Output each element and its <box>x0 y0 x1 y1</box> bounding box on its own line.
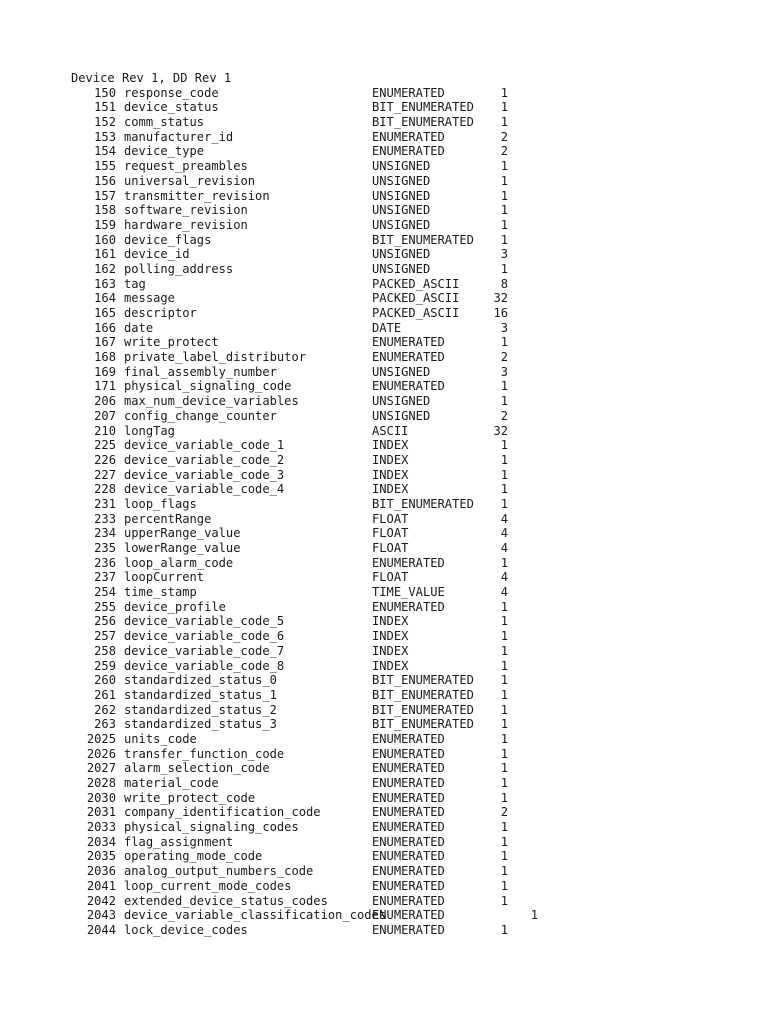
variable-name: transmitter_revision <box>124 188 270 203</box>
variable-name: lock_device_codes <box>124 922 248 937</box>
variable-id: 159 <box>94 217 116 232</box>
variable-row <box>71 570 751 585</box>
variable-id: 226 <box>94 452 116 467</box>
variable-id: 167 <box>94 335 116 350</box>
variable-id: 2030 <box>86 790 116 805</box>
variable-id: 258 <box>94 643 116 658</box>
variable-type: INDEX <box>372 452 409 467</box>
variable-name: physical_signaling_codes <box>124 820 299 835</box>
variable-type: UNSIGNED <box>372 261 431 276</box>
variable-name: device_variable_classification_codes <box>124 908 387 923</box>
variable-row <box>71 761 751 776</box>
variable-id: 168 <box>94 350 116 365</box>
variable-type: INDEX <box>372 482 409 497</box>
variable-row <box>71 350 751 365</box>
variable-name: device_variable_code_1 <box>124 438 285 453</box>
variable-id: 2044 <box>86 922 116 937</box>
variable-name: lowerRange_value <box>124 541 241 555</box>
variable-name: transfer_function_code <box>124 746 285 761</box>
variable-id: 237 <box>94 570 116 585</box>
variable-size: 1 <box>500 776 508 790</box>
variable-row <box>71 262 751 277</box>
variable-id: 233 <box>94 511 116 526</box>
variable-id: 210 <box>94 423 116 438</box>
variable-id: 2035 <box>86 849 116 864</box>
variable-size: 1 <box>500 452 508 467</box>
variable-size: 1 <box>500 335 508 350</box>
variable-id: 2028 <box>86 776 116 790</box>
variable-size: 32 <box>493 423 508 438</box>
variable-id: 261 <box>94 687 116 702</box>
variable-name: date <box>124 320 154 335</box>
variable-size: 1 <box>500 85 508 100</box>
variable-name: message <box>124 291 175 306</box>
variable-row <box>71 424 751 439</box>
variable-row <box>71 438 751 453</box>
variable-row <box>71 747 751 762</box>
variable-size: 2 <box>500 129 508 144</box>
variable-name: device_variable_code_2 <box>124 452 285 467</box>
variable-size: 8 <box>500 276 508 291</box>
variable-size: 2 <box>500 408 508 423</box>
variable-name: flag_assignment <box>124 834 234 849</box>
variable-type: FLOAT <box>372 511 409 526</box>
variable-row <box>71 614 751 629</box>
variable-row <box>71 335 751 350</box>
variable-size: 4 <box>500 526 508 541</box>
variable-row <box>71 908 751 923</box>
variable-size: 1 <box>500 922 508 937</box>
variable-type: ENUMERATED <box>372 834 445 849</box>
variable-type: ENUMERATED <box>372 731 445 746</box>
variable-row <box>71 835 751 850</box>
variable-name: device_profile <box>124 599 226 614</box>
variable-row <box>71 556 751 571</box>
variable-type: BIT_ENUMERATED <box>372 232 474 247</box>
variable-size: 1 <box>500 188 508 203</box>
variable-size: 1 <box>500 614 508 629</box>
variable-type: UNSIGNED <box>372 188 431 203</box>
variable-name: time_stamp <box>124 585 197 600</box>
variable-id: 2041 <box>86 878 116 893</box>
variable-type: ENUMERATED <box>372 144 445 159</box>
variable-type: PACKED_ASCII <box>372 291 460 306</box>
variable-row <box>71 512 751 527</box>
variable-row <box>71 644 751 659</box>
variable-type: FLOAT <box>372 541 409 555</box>
variable-size: 4 <box>500 511 508 526</box>
variable-type: ENUMERATED <box>372 849 445 864</box>
variable-id: 2036 <box>86 864 116 879</box>
variable-name: units_code <box>124 731 197 746</box>
variable-size: 1 <box>500 482 508 497</box>
variable-type: BIT_ENUMERATED <box>372 100 474 115</box>
variable-id: 2033 <box>86 820 116 835</box>
variable-size: 1 <box>500 100 508 115</box>
variable-type: BIT_ENUMERATED <box>372 115 474 130</box>
variable-name: upperRange_value <box>124 526 241 541</box>
variable-row <box>71 805 751 820</box>
variable-size: 1 <box>500 761 508 776</box>
variable-size: 1 <box>500 629 508 644</box>
variable-id: 166 <box>94 320 116 335</box>
variable-size: 1 <box>500 864 508 879</box>
variable-size: 1 <box>500 115 508 130</box>
variable-name: response_code <box>124 85 219 100</box>
variable-row <box>71 585 751 600</box>
variable-name: universal_revision <box>124 173 256 188</box>
variable-id: 163 <box>94 276 116 291</box>
variable-row <box>71 203 751 218</box>
variable-id: 161 <box>94 247 116 262</box>
variable-row <box>71 849 751 864</box>
variable-type: ENUMERATED <box>372 820 445 835</box>
variable-id: 236 <box>94 555 116 570</box>
variable-name: write_protect <box>124 335 219 350</box>
variable-size: 1 <box>500 496 508 511</box>
variable-row <box>71 526 751 541</box>
variable-name: analog_output_numbers_code <box>124 864 314 879</box>
variable-row <box>71 776 751 791</box>
variable-size: 1 <box>500 643 508 658</box>
variable-type: FLOAT <box>372 526 409 541</box>
variable-name: device_variable_code_3 <box>124 467 285 482</box>
variable-id: 254 <box>94 585 116 600</box>
variable-row <box>71 688 751 703</box>
variable-type: ENUMERATED <box>372 922 445 937</box>
variable-row <box>71 864 751 879</box>
variable-type: ENUMERATED <box>372 776 445 790</box>
variable-name: device_variable_code_4 <box>124 482 285 497</box>
variable-name: standardized_status_2 <box>124 702 277 717</box>
variable-name: longTag <box>124 423 175 438</box>
variable-name: device_id <box>124 247 190 262</box>
variable-id: 158 <box>94 203 116 218</box>
variable-type: ENUMERATED <box>372 379 445 394</box>
variable-row <box>71 218 751 233</box>
variable-size: 1 <box>500 746 508 761</box>
variable-size: 1 <box>500 379 508 394</box>
variable-size: 1 <box>500 394 508 409</box>
variable-type: ENUMERATED <box>372 746 445 761</box>
variable-size: 1 <box>500 731 508 746</box>
variable-row <box>71 703 751 718</box>
variable-name: config_change_counter <box>124 408 277 423</box>
variable-type: BIT_ENUMERATED <box>372 496 474 511</box>
variable-name: device_variable_code_7 <box>124 643 285 658</box>
variable-name: private_label_distributor <box>124 350 307 365</box>
variable-size: 1 <box>500 849 508 864</box>
variable-size: 1 <box>500 673 508 688</box>
variable-id: 150 <box>94 85 116 100</box>
variable-size: 3 <box>500 247 508 262</box>
variable-id: 2026 <box>86 746 116 761</box>
variable-size: 1 <box>500 820 508 835</box>
variable-id: 151 <box>94 100 116 115</box>
variable-name: physical_signaling_code <box>124 379 292 394</box>
variable-name: hardware_revision <box>124 217 248 232</box>
variable-type: INDEX <box>372 643 409 658</box>
variable-type: UNSIGNED <box>372 394 431 409</box>
variable-size: 1 <box>530 908 538 923</box>
variable-row <box>71 394 751 409</box>
variable-type: PACKED_ASCII <box>372 306 460 320</box>
variable-row <box>71 233 751 248</box>
variable-type: UNSIGNED <box>372 364 431 379</box>
variable-name: device_variable_code_8 <box>124 658 285 673</box>
variable-id: 260 <box>94 673 116 688</box>
variable-size: 1 <box>500 834 508 849</box>
variable-id: 160 <box>94 232 116 247</box>
variable-id: 259 <box>94 658 116 673</box>
variable-row <box>71 174 751 189</box>
variable-id: 225 <box>94 438 116 453</box>
variable-id: 257 <box>94 629 116 644</box>
variable-name: software_revision <box>124 203 248 218</box>
variable-type: BIT_ENUMERATED <box>372 717 474 732</box>
variable-id: 255 <box>94 599 116 614</box>
variable-size: 2 <box>500 144 508 159</box>
variable-type: ENUMERATED <box>372 335 445 350</box>
variable-type: ENUMERATED <box>372 908 445 923</box>
variable-name: device_type <box>124 144 205 159</box>
variable-id: 156 <box>94 173 116 188</box>
variable-name: standardized_status_3 <box>124 717 277 732</box>
variable-type: TIME_VALUE <box>372 585 445 600</box>
variable-id: 206 <box>94 394 116 409</box>
variable-type: INDEX <box>372 614 409 629</box>
variable-id: 256 <box>94 614 116 629</box>
variable-name: loop_alarm_code <box>124 555 234 570</box>
variable-id: 231 <box>94 496 116 511</box>
variable-id: 228 <box>94 482 116 497</box>
variable-type: UNSIGNED <box>372 203 431 218</box>
variable-id: 2031 <box>86 805 116 820</box>
variable-row <box>71 453 751 468</box>
variable-name: polling_address <box>124 261 234 276</box>
variable-row <box>71 130 751 145</box>
variable-name: company_identification_code <box>124 805 321 820</box>
variable-name: standardized_status_0 <box>124 673 277 688</box>
variable-row <box>71 144 751 159</box>
variable-id: 262 <box>94 702 116 717</box>
variable-size: 1 <box>500 438 508 453</box>
variable-name: loopCurrent <box>124 570 205 585</box>
variable-size: 1 <box>500 702 508 717</box>
variable-row <box>71 189 751 204</box>
variable-size: 1 <box>500 790 508 805</box>
variable-size: 1 <box>500 173 508 188</box>
variable-name: tag <box>124 276 146 291</box>
variable-size: 3 <box>500 320 508 335</box>
variable-name: device_status <box>124 100 219 115</box>
variable-name: final_assembly_number <box>124 364 277 379</box>
variable-size: 4 <box>500 585 508 600</box>
variable-type: UNSIGNED <box>372 173 431 188</box>
variable-row <box>71 115 751 130</box>
variable-size: 2 <box>500 350 508 365</box>
variable-row <box>71 629 751 644</box>
variable-size: 1 <box>500 555 508 570</box>
variable-type: INDEX <box>372 658 409 673</box>
variable-type: INDEX <box>372 438 409 453</box>
variable-size: 1 <box>500 232 508 247</box>
document-header: Device Rev 1, DD Rev 1 <box>71 71 232 85</box>
variable-type: ENUMERATED <box>372 864 445 879</box>
variable-name: request_preambles <box>124 159 248 174</box>
variable-id: 165 <box>94 306 116 320</box>
variable-type: UNSIGNED <box>372 408 431 423</box>
variable-type: ENUMERATED <box>372 599 445 614</box>
variable-id: 2042 <box>86 893 116 908</box>
variable-row <box>71 277 751 292</box>
variable-name: manufacturer_id <box>124 129 234 144</box>
variable-row <box>71 732 751 747</box>
variable-name: device_variable_code_5 <box>124 614 285 629</box>
variable-id: 2034 <box>86 834 116 849</box>
variable-size: 4 <box>500 570 508 585</box>
variable-row <box>71 659 751 674</box>
variable-type: BIT_ENUMERATED <box>372 673 474 688</box>
variable-row <box>71 791 751 806</box>
variable-type: ASCII <box>372 423 409 438</box>
variable-type: ENUMERATED <box>372 761 445 776</box>
variable-id: 152 <box>94 115 116 130</box>
variable-row <box>71 673 751 688</box>
variable-id: 2027 <box>86 761 116 776</box>
variable-name: operating_mode_code <box>124 849 263 864</box>
variable-size: 1 <box>500 893 508 908</box>
variable-row <box>71 159 751 174</box>
document-body <box>71 71 751 938</box>
variable-id: 2043 <box>86 908 116 923</box>
variable-type: UNSIGNED <box>372 217 431 232</box>
variable-row <box>71 497 751 512</box>
variable-name: device_variable_code_6 <box>124 629 285 644</box>
variable-name: comm_status <box>124 115 205 130</box>
variable-size: 1 <box>500 467 508 482</box>
variable-size: 2 <box>500 805 508 820</box>
variable-size: 1 <box>500 203 508 218</box>
variable-id: 2025 <box>86 731 116 746</box>
variable-row <box>71 717 751 732</box>
variable-size: 1 <box>500 878 508 893</box>
variable-id: 234 <box>94 526 116 541</box>
variable-type: ENUMERATED <box>372 790 445 805</box>
variable-name: percentRange <box>124 511 212 526</box>
variable-type: DATE <box>372 320 402 335</box>
variable-row <box>71 468 751 483</box>
variable-size: 1 <box>500 159 508 174</box>
variable-type: ENUMERATED <box>372 129 445 144</box>
variable-row <box>71 321 751 336</box>
variable-row <box>71 482 751 497</box>
variable-type: BIT_ENUMERATED <box>372 702 474 717</box>
variable-name: loop_current_mode_codes <box>124 878 292 893</box>
variable-row <box>71 100 751 115</box>
variable-row <box>71 820 751 835</box>
variable-id: 207 <box>94 408 116 423</box>
variable-id: 227 <box>94 467 116 482</box>
variable-id: 169 <box>94 364 116 379</box>
variable-row <box>71 365 751 380</box>
variable-row <box>71 541 751 556</box>
variable-size: 1 <box>500 599 508 614</box>
variable-type: BIT_ENUMERATED <box>372 687 474 702</box>
variable-name: extended_device_status_codes <box>124 893 328 908</box>
variable-type: ENUMERATED <box>372 893 445 908</box>
variable-row <box>71 306 751 321</box>
variable-type: ENUMERATED <box>372 878 445 893</box>
variable-id: 154 <box>94 144 116 159</box>
variable-type: INDEX <box>372 467 409 482</box>
variable-row <box>71 600 751 615</box>
variable-id: 157 <box>94 188 116 203</box>
variable-id: 263 <box>94 717 116 732</box>
variable-type: INDEX <box>372 629 409 644</box>
variable-row <box>71 86 751 101</box>
variable-row <box>71 923 751 938</box>
variable-type: ENUMERATED <box>372 805 445 820</box>
variable-name: descriptor <box>124 306 197 320</box>
variable-type: UNSIGNED <box>372 247 431 262</box>
variable-size: 16 <box>493 306 508 320</box>
variable-size: 3 <box>500 364 508 379</box>
variable-row <box>71 879 751 894</box>
variable-row <box>71 409 751 424</box>
variable-name: device_flags <box>124 232 212 247</box>
variable-size: 4 <box>500 541 508 555</box>
variable-type: ENUMERATED <box>372 555 445 570</box>
variable-id: 171 <box>94 379 116 394</box>
variable-row <box>71 894 751 909</box>
variable-id: 235 <box>94 541 116 555</box>
variable-name: loop_flags <box>124 496 197 511</box>
variable-type: ENUMERATED <box>372 85 445 100</box>
variable-size: 1 <box>500 658 508 673</box>
variable-row <box>71 291 751 306</box>
variable-name: standardized_status_1 <box>124 687 277 702</box>
variable-type: ENUMERATED <box>372 350 445 365</box>
variable-name: max_num_device_variables <box>124 394 299 409</box>
variable-size: 1 <box>500 261 508 276</box>
variable-id: 153 <box>94 129 116 144</box>
variable-list <box>71 86 751 938</box>
variable-type: UNSIGNED <box>372 159 431 174</box>
variable-size: 1 <box>500 217 508 232</box>
variable-size: 1 <box>500 687 508 702</box>
variable-size: 32 <box>493 291 508 306</box>
variable-name: alarm_selection_code <box>124 761 270 776</box>
variable-name: write_protect_code <box>124 790 256 805</box>
variable-name: material_code <box>124 776 219 790</box>
variable-id: 155 <box>94 159 116 174</box>
variable-size: 1 <box>500 717 508 732</box>
variable-id: 162 <box>94 261 116 276</box>
variable-type: PACKED_ASCII <box>372 276 460 291</box>
variable-id: 164 <box>94 291 116 306</box>
variable-type: FLOAT <box>372 570 409 585</box>
variable-row <box>71 379 751 394</box>
variable-row <box>71 247 751 262</box>
